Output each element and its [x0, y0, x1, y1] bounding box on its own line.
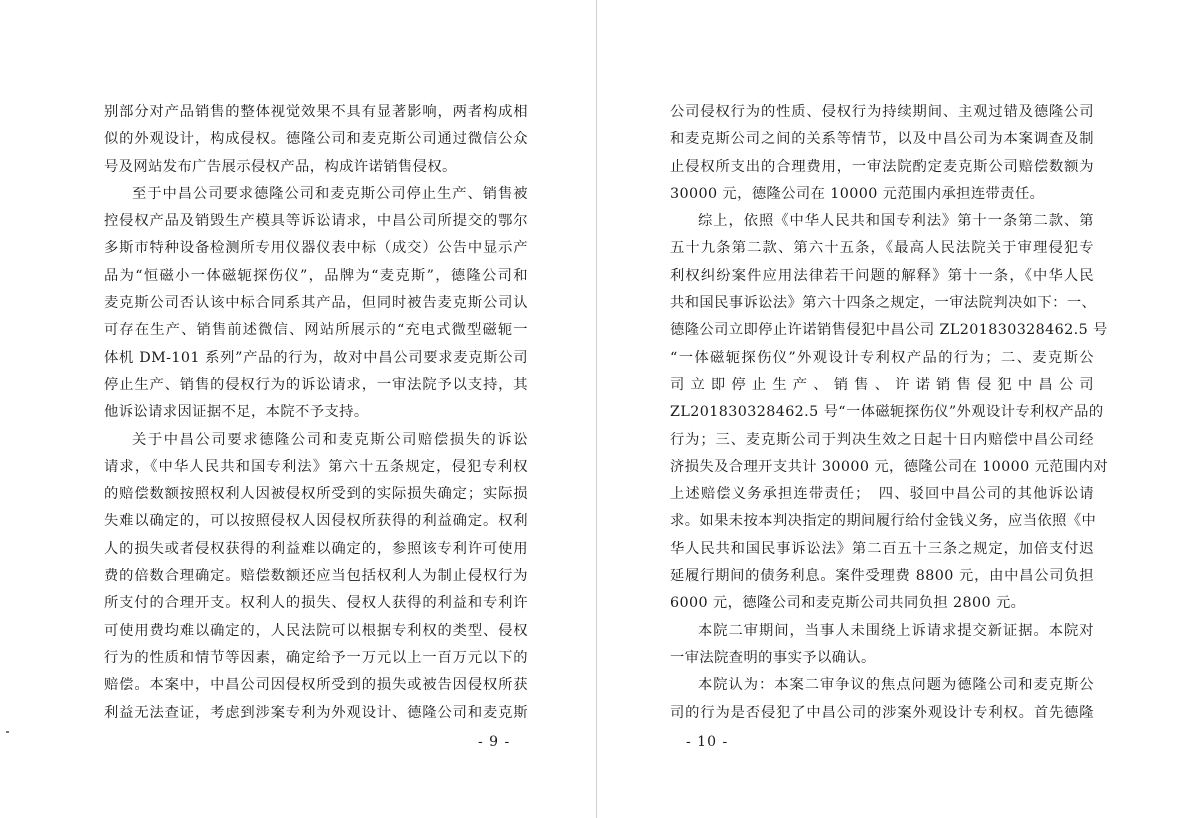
- text-line: 停止生产、销售的侵权行为的诉讼请求，一审法院予以支持，其: [104, 376, 528, 393]
- text-line: 至于中昌公司要求德隆公司和麦克斯公司停止生产、销售被: [132, 185, 528, 202]
- text-line: 控侵权产品及销毁生产模具等诉讼请求，中昌公司所提交的鄂尔: [104, 213, 528, 230]
- text-line: 号及网站发布广告展示侵权产品，构成许诺销售侵权。: [104, 158, 457, 175]
- text-line: 司立即停止生产、销售、许诺销售侵犯中昌公司: [670, 376, 1094, 393]
- text-line: 德隆公司立即停止许诺销售侵犯中昌公司 ZL201830328462.5 号: [670, 322, 1108, 339]
- text-line: 华人民共和国民事诉讼法》第二百五十三条之规定，加倍支付迟: [670, 540, 1094, 557]
- text-line: 济损失及合理开支共计 30000 元，德隆公司在 10000 元范围内对: [670, 458, 1109, 475]
- text-line: 赔偿。本案中，中昌公司因侵权所受到的损失或被告因侵权所获: [104, 677, 528, 694]
- text-line: 止侵权所支出的合理费用，一审法院酌定麦克斯公司赔偿数额为: [670, 158, 1094, 175]
- text-line: 本院认为：本案二审争议的焦点问题为德隆公司和麦克斯公: [698, 677, 1094, 694]
- text-line: 综上，依照《中华人民共和国专利法》第十一条第二款、第: [698, 213, 1094, 230]
- text-line: 一审法院查明的事实予以确认。: [670, 649, 876, 666]
- text-line: 费的倍数合理确定。赔偿数额还应当包括权利人为制止侵权行为: [104, 568, 528, 585]
- text-line: 的赔偿数额按照权利人因被侵权所受到的实际损失确定；实际损: [104, 486, 528, 503]
- text-line: 可存在生产、销售前述微信、网站所展示的“充电式微型磁轭一: [104, 322, 528, 339]
- text-line: 6000 元，德隆公司和麦克斯公司共同负担 2800 元。: [670, 595, 1026, 612]
- text-line: ZL201830328462.5 号“一体磁轭探伤仪”外观设计专利权产品的: [670, 404, 1104, 421]
- scan-mark: [6, 731, 9, 733]
- text-line: “一体磁轭探伤仪”外观设计专利权产品的行为；二、麦克斯公: [670, 349, 1094, 366]
- left-page-body: [104, 99, 528, 727]
- text-line: 关于中昌公司要求德隆公司和麦克斯公司赔偿损失的诉讼: [132, 431, 528, 448]
- text-line: 利权纠纷案件应用法律若干问题的解释》第十一条，《中华人民: [670, 267, 1094, 284]
- text-line: 似的外观设计，构成侵权。德隆公司和麦克斯公司通过微信公众: [104, 131, 528, 148]
- text-line: 利益无法查证，考虑到涉案专利为外观设计、德隆公司和麦克斯: [104, 704, 528, 721]
- text-line: 可使用费均难以确定的，人民法院可以根据专利权的类型、侵权: [104, 622, 528, 639]
- text-line: 延履行期间的债务利息。案件受理费 8800 元，由中昌公司负担: [670, 568, 1094, 585]
- right-page: [597, 0, 1192, 818]
- text-line: 品为“恒磁小一体磁轭探伤仪”，品牌为“麦克斯”，德隆公司和: [104, 267, 528, 284]
- text-line: 30000 元，德隆公司在 10000 元范围内承担连带责任。: [670, 185, 1045, 202]
- text-line: 本院二审期间，当事人未围绕上诉请求提交新证据。本院对: [698, 622, 1094, 639]
- left-page-number: - 9 -: [478, 734, 511, 750]
- right-page-body: [670, 99, 1109, 727]
- text-line: 人的损失或者侵权获得的利益难以确定的，参照该专利许可使用: [104, 540, 528, 557]
- text-line: 体机 DM-101 系列”产品的行为，故对中昌公司要求麦克斯公司: [104, 349, 528, 366]
- text-line: 别部分对产品销售的整体视觉效果不具有显著影响，两者构成相: [104, 104, 528, 120]
- text-line: 失难以确定的，可以按照侵权人因侵权所获得的利益确定。权利: [104, 513, 528, 530]
- text-line: 他诉讼请求因证据不足，本院不予支持。: [104, 404, 369, 421]
- text-line: 求。如果未按本判决指定的期间履行给付金钱义务，应当依照《中: [670, 513, 1097, 530]
- text-line: 司的行为是否侵犯了中昌公司的涉案外观设计专利权。首先德隆: [670, 704, 1094, 721]
- text-line: 公司侵权行为的性质、侵权行为持续期间、主观过错及德隆公司: [670, 104, 1094, 120]
- text-line: 麦克斯公司否认该中标合同系其产品，但同时被告麦克斯公司认: [104, 295, 528, 312]
- text-line: 五十九条第二款、第六十五条，《最高人民法院关于审理侵犯专: [670, 240, 1094, 257]
- text-line: 请求，《中华人民共和国专利法》第六十五条规定，侵犯专利权: [104, 458, 528, 475]
- text-line: 多斯市特种设备检测所专用仪器仪表中标（成交）公告中显示产: [104, 240, 528, 257]
- text-line: 和麦克斯公司之间的关系等情节，以及中昌公司为本案调查及制: [670, 131, 1094, 148]
- text-line: 上述赔偿义务承担连带责任； 四、驳回中昌公司的其他诉讼请: [670, 486, 1094, 503]
- text-line: 所支付的合理开支。权利人的损失、侵权人获得的利益和专利许: [104, 595, 528, 612]
- right-page-number: - 10 -: [686, 734, 729, 750]
- text-line: 行为的性质和情节等因素，确定给予一万元以上一百万元以下的: [104, 649, 528, 666]
- text-line: 共和国民事诉讼法》第六十四条之规定，一审法院判决如下：一、: [670, 295, 1097, 312]
- text-line: 行为；三、麦克斯公司于判决生效之日起十日内赔偿中昌公司经: [670, 431, 1094, 448]
